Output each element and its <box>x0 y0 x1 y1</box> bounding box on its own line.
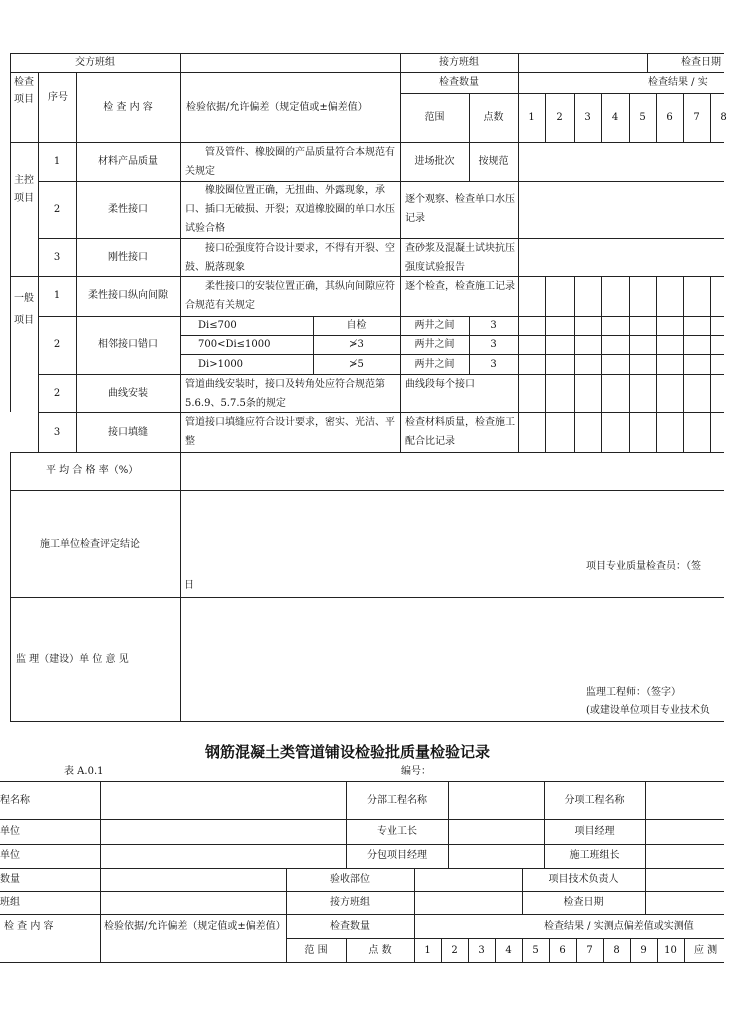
unit-label: 单位 <box>0 850 20 861</box>
row-no: 2 <box>53 204 61 215</box>
row-range: 检查材料质量，检查施工配合比记录 <box>405 417 515 447</box>
sub-condition: 700<Di≤1000 <box>198 339 271 350</box>
receive-team-label: 接方班组 <box>330 897 370 908</box>
row-basis: 管及管件、橡胶圈的产品质量符合本规范有关规定 <box>185 147 395 177</box>
row-no: 3 <box>53 427 61 438</box>
basis-column-header: 检验依据/允许偏差（规定值或±偏差值） <box>186 102 368 113</box>
team-leader-label: 施工班组长 <box>569 850 620 861</box>
day-label: 日 <box>184 580 194 591</box>
check-date-label: 检查日期 <box>681 57 721 68</box>
result-header: 检查结果 / 实测点偏差值或实测值 <box>544 921 694 932</box>
result-index: 8 <box>720 112 727 123</box>
hand-over-team-label: 交方班组 <box>75 57 115 68</box>
basis-header: 检验依据/允许偏差（规定值或±偏差值） <box>104 921 286 932</box>
row-range: 曲线段每个接口 <box>405 379 475 390</box>
result-index: 7 <box>586 945 593 956</box>
result-index: 3 <box>478 945 485 956</box>
main-control-group-label: 主控项目 <box>14 175 34 204</box>
result-index: 1 <box>528 112 535 123</box>
accept-part-label: 验收部位 <box>330 874 370 885</box>
row-basis: 柔性接口的安装位置正确，其纵向间隙应符合规范有关规定 <box>185 281 395 311</box>
row-content: 柔性接口纵向间隙 <box>88 290 168 301</box>
result-index: 4 <box>611 112 619 123</box>
quantity-label: 数量 <box>0 874 20 885</box>
sub-points: 3 <box>490 359 497 370</box>
result-index: 3 <box>584 112 591 123</box>
points-header: 点 数 <box>368 945 392 956</box>
quantity-column-header: 检查数量 <box>439 77 479 88</box>
row-no: 1 <box>53 290 61 301</box>
result-index: 2 <box>451 945 458 956</box>
page-title: 钢筋混凝土类管道铺设检验批质量检验记录 <box>205 743 491 761</box>
seq-column-header: 序号 <box>48 92 68 103</box>
sub-value: ≯5 <box>349 359 364 370</box>
sub-points: 3 <box>490 339 497 350</box>
row-content: 材料产品质量 <box>98 156 158 167</box>
sub-range: 两井之间 <box>414 339 455 350</box>
result-index: 6 <box>559 945 566 956</box>
row-points: 按规范 <box>478 156 509 167</box>
supervision-opinion-label: 监 理（建设）单 位 意 见 <box>16 654 129 665</box>
row-range: 逐个观察、检查单口水压记录 <box>405 194 515 224</box>
result-index: 4 <box>505 945 512 956</box>
result-index: 9 <box>640 945 647 956</box>
general-group-label: 一般项目 <box>14 293 34 326</box>
sub-condition: Di≤700 <box>198 320 237 331</box>
row-content: 柔性接口 <box>108 204 148 215</box>
row-no: 1 <box>53 156 61 167</box>
quantity-header: 检查数量 <box>330 921 370 932</box>
row-range: 逐个检查，检查施工记录 <box>405 281 515 292</box>
table-number: 表 A.0.1 <box>64 766 104 777</box>
tech-lead-label: 项目技术负责人 <box>548 874 619 885</box>
sub-manager-label: 分包项目经理 <box>367 850 427 861</box>
should-measure-header: 应 测 <box>694 945 718 956</box>
check-date-label: 检查日期 <box>563 897 604 908</box>
owner-tech-signature: (或建设单位项目专业技术负 <box>586 705 710 716</box>
result-index: 5 <box>639 112 646 123</box>
row-basis: 接口砼强度符合设计要求，不得有开裂、空鼓、脱落现象 <box>185 243 395 273</box>
serial-number-label: 编号： <box>401 766 431 777</box>
row-content: 曲线安装 <box>108 388 148 399</box>
sub-condition: Di>1000 <box>198 359 244 370</box>
row-no: 2 <box>53 339 61 350</box>
row-basis: 管道曲线安装时，接口及转角处应符合规范第5.6.9、5.7.5条的规定 <box>185 379 385 409</box>
supervisor-signature: 监理工程师：（签字） <box>586 687 681 698</box>
construction-conclusion-label: 施工单位检查评定结论 <box>40 539 140 550</box>
item-column-header: 检查项目 <box>14 77 34 105</box>
result-index: 7 <box>693 112 700 123</box>
result-index: 2 <box>556 112 563 123</box>
result-index: 10 <box>664 945 677 956</box>
receive-team-label: 接方班组 <box>439 57 479 68</box>
result-index: 8 <box>613 945 620 956</box>
specialty-lead-label: 专业工长 <box>377 826 417 837</box>
result-index: 6 <box>666 112 673 123</box>
sub-range: 两井之间 <box>414 359 455 370</box>
row-basis: 橡胶圈位置正确，无扭曲、外露现象，承口、插口无破损、开裂；双道橡胶圈的单口水压试验合格 <box>185 185 395 234</box>
range-header: 范 围 <box>304 945 328 956</box>
quality-inspector-signature: 项目专业质量检查员：（签 <box>586 561 701 572</box>
team-label: 班组 <box>0 897 20 908</box>
row-basis: 管道接口填缝应符合设计要求，密实、光洁、平整 <box>185 417 395 447</box>
content-column-header: 检 查 内 容 <box>103 102 153 113</box>
sub-value: ≯3 <box>349 339 364 350</box>
unit-label: 单位 <box>0 826 20 837</box>
points-column-header: 点数 <box>483 112 504 123</box>
row-no: 2 <box>53 388 61 399</box>
sub-project-label: 分部工程名称 <box>367 795 427 806</box>
sub-value: 自检 <box>346 320 367 331</box>
sub-range: 两井之间 <box>414 320 455 331</box>
row-content: 刚性接口 <box>108 252 148 263</box>
project-name-label: 程名称 <box>0 795 30 806</box>
item-project-label: 分项工程名称 <box>564 795 625 806</box>
row-range: 进场批次 <box>414 156 455 167</box>
range-column-header: 范围 <box>424 112 445 123</box>
content-header: 检 查 内 容 <box>4 921 54 932</box>
average-pass-rate-label: 平 均 合 格 率（%） <box>46 465 139 476</box>
project-manager-label: 项目经理 <box>574 826 615 837</box>
row-content: 相邻接口错口 <box>98 339 158 350</box>
row-range: 查砂浆及混凝土试块抗压强度试验报告 <box>405 243 515 273</box>
result-index: 1 <box>424 945 431 956</box>
sub-points: 3 <box>490 320 497 331</box>
row-content: 接口填缝 <box>108 427 148 438</box>
result-column-header: 检查结果 / 实 <box>648 77 708 88</box>
row-no: 3 <box>53 252 61 263</box>
result-index: 5 <box>532 945 539 956</box>
